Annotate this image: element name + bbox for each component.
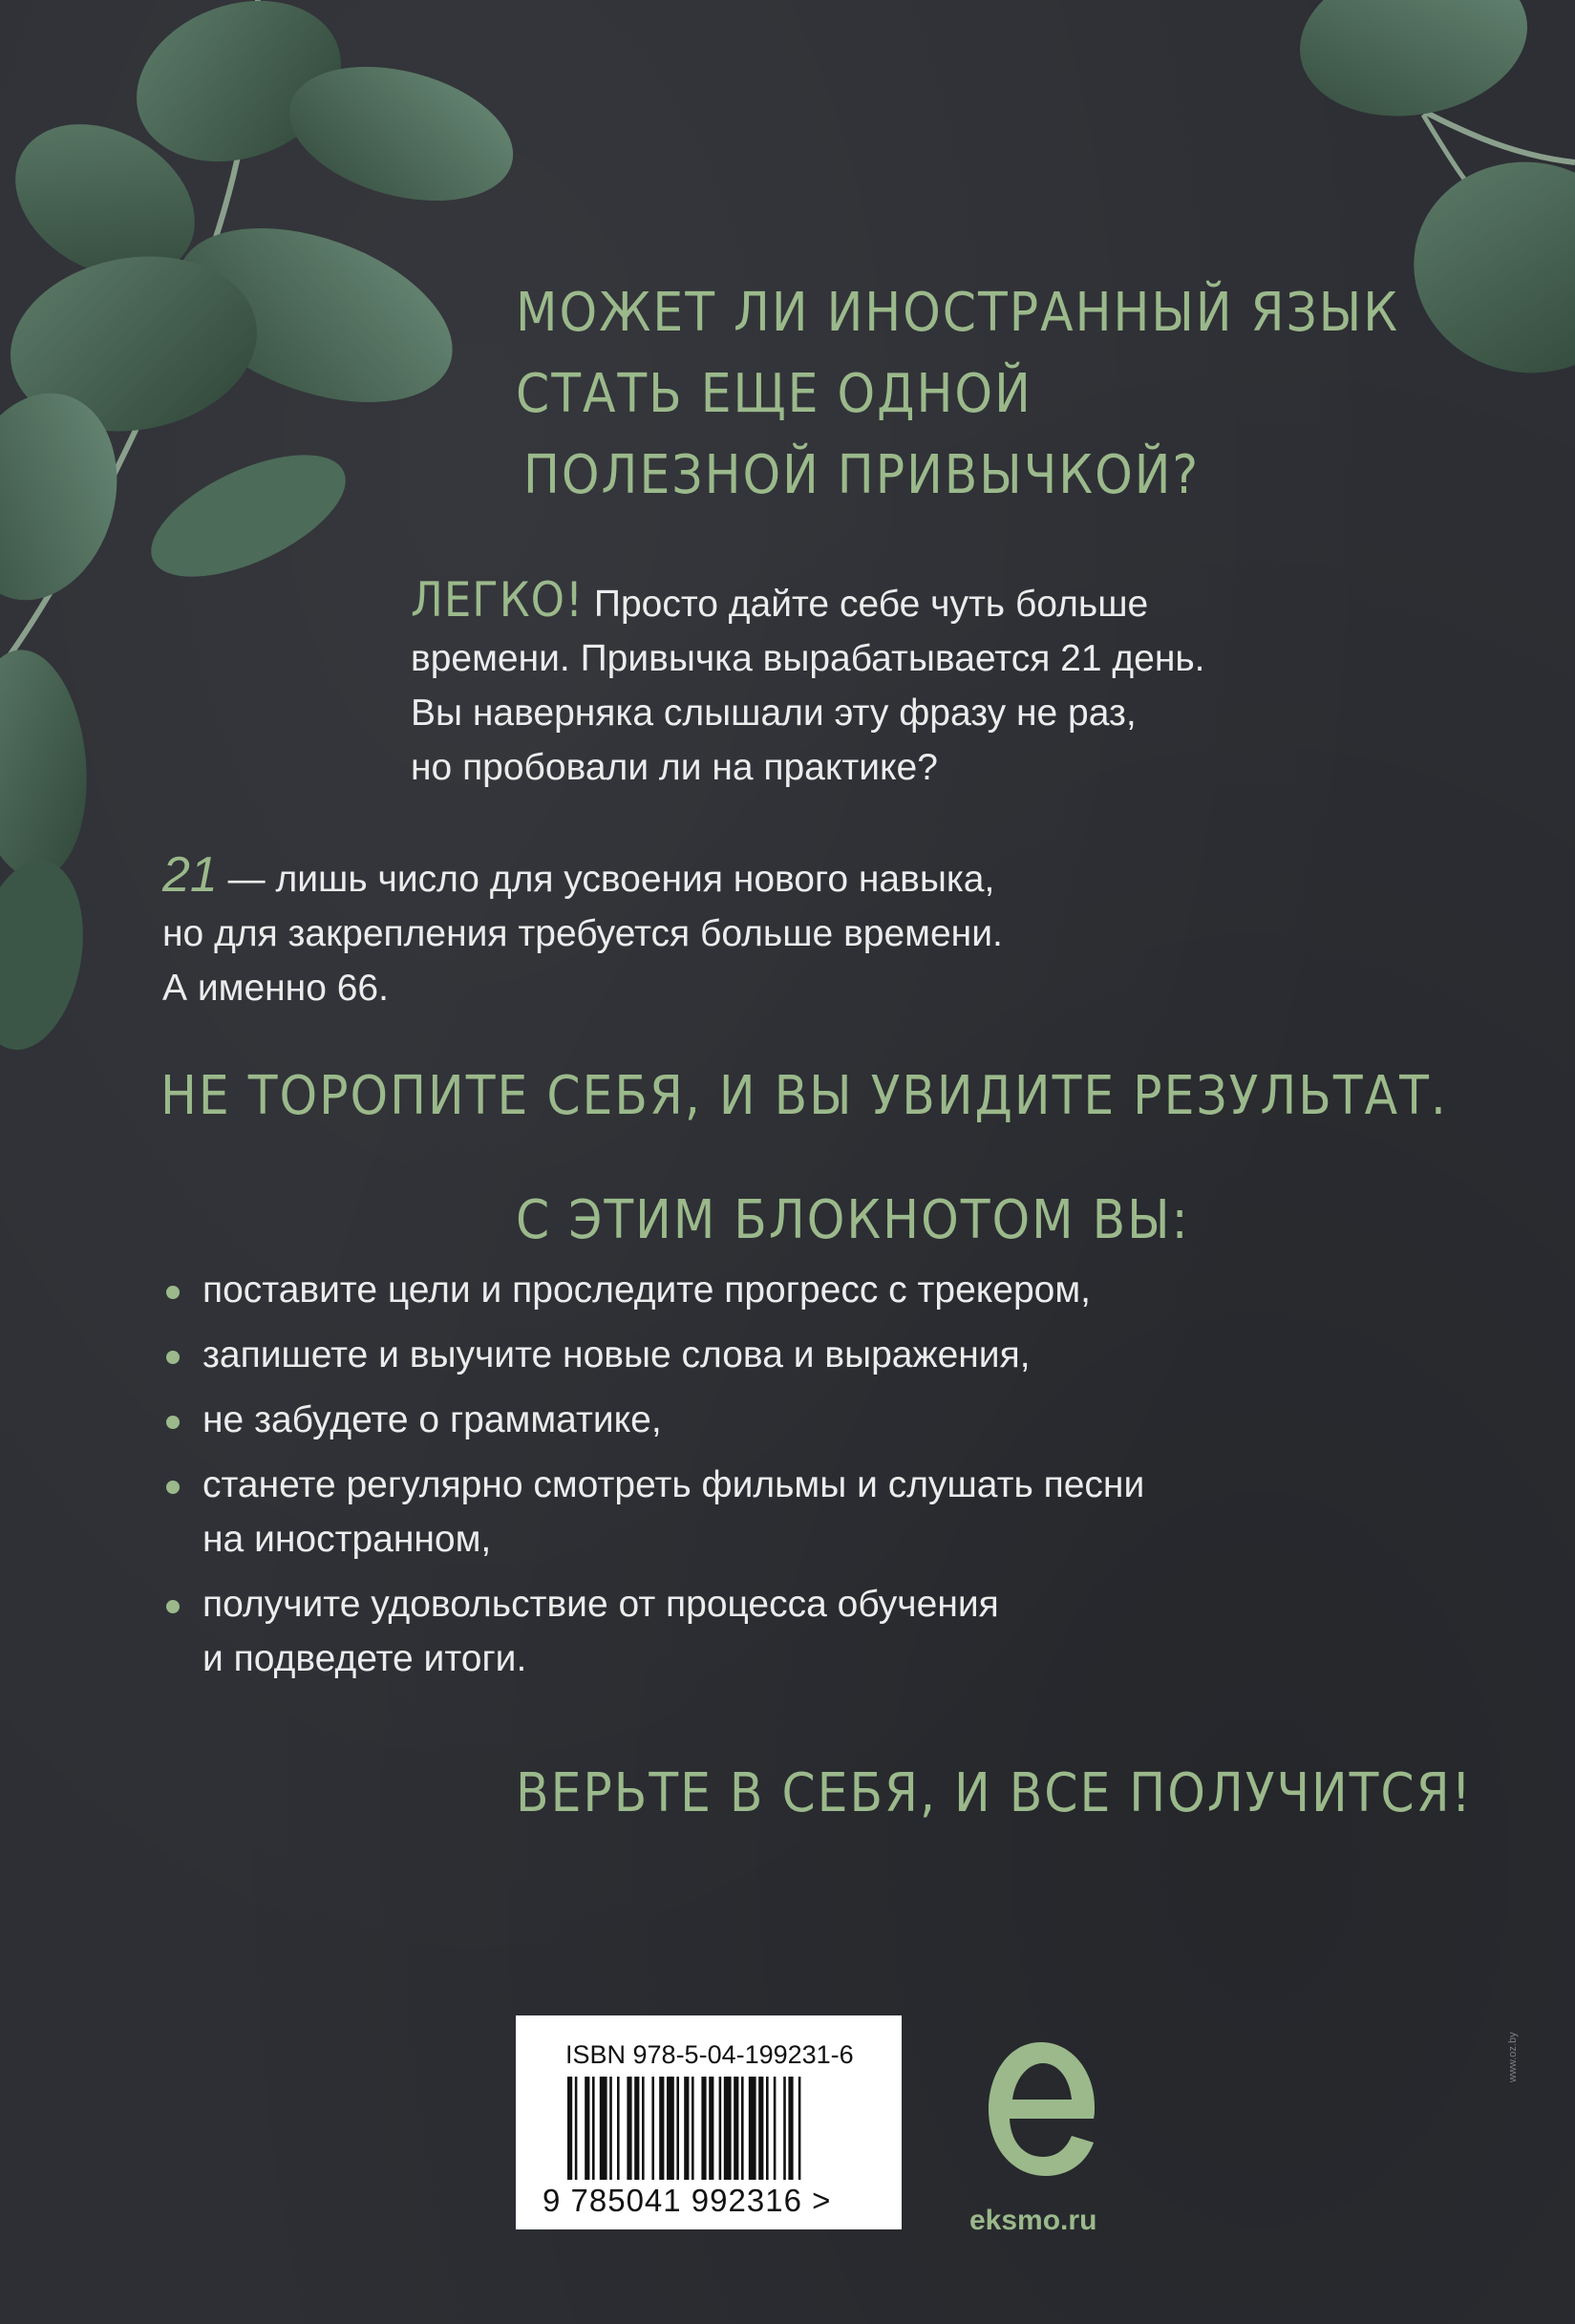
list-item: станете регулярно смотреть фильмы и слушать песни на иностранном, (164, 1458, 1406, 1567)
list-item: поставите цели и проследите прогресс с трекером, (164, 1263, 1406, 1317)
list-item: запишете и выучите новые слова и выражения, (164, 1328, 1406, 1382)
question-line-2: СТАТЬ ЕЩЕ ОДНОЙ (516, 363, 1032, 425)
eksmo-logo-icon (984, 2033, 1098, 2185)
list-item: не забудете о грамматике, (164, 1393, 1406, 1447)
intro-paragraph (411, 573, 1205, 795)
isbn-barcode (516, 2015, 902, 2229)
benefits-list (164, 1263, 1406, 1696)
bullet-dot-icon (166, 1600, 180, 1613)
numbers-line-2: но для закрепления требуется больше времени. (162, 913, 1003, 954)
barcode-digits: 9 785041 992316 > (543, 2183, 832, 2218)
intro-text-1: Просто дайте себе чуть больше (593, 584, 1149, 625)
question-heading (516, 272, 1399, 516)
habit-numbers-paragraph (162, 848, 1003, 1015)
notebook-title: С ЭТИМ БЛОКНОТОМ ВЫ: (516, 1189, 1190, 1251)
intro-line-2: времени. Привычка вырабатывается 21 день. (411, 638, 1205, 679)
bullet-dot-icon (166, 1351, 180, 1364)
list-item: получите удовольствие от процесса обучения и подведете итоги. (164, 1577, 1406, 1686)
closing-heading: ВЕРЬТЕ В СЕБЯ, И ВСЕ ПОЛУЧИТСЯ! (516, 1762, 1473, 1824)
numbers-line-3: А именно 66. (162, 968, 389, 1009)
number-21-accent: 21 (162, 847, 218, 903)
intro-accent: ЛЕГКО! (411, 572, 585, 628)
patience-heading: НЕ ТОРОПИТЕ СЕБЯ, И ВЫ УВИДИТЕ РЕЗУЛЬТАТ. (160, 1065, 1448, 1127)
intro-line-1 (411, 573, 1205, 631)
intro-line-3: Вы наверняка слышали эту фразу не раз, (411, 693, 1137, 734)
numbers-line-1 (162, 848, 1003, 906)
publisher-site: eksmo.ru (969, 2205, 1097, 2236)
watermark-text: www.oz.by (1507, 2032, 1519, 2082)
intro-line-4: но пробовали ли на практике? (411, 747, 938, 788)
barcode-bars (567, 2077, 854, 2180)
bullet-dot-icon (166, 1286, 180, 1299)
numbers-text-1: — лишь число для усвоения нового навыка, (217, 859, 995, 900)
bullet-dot-icon (166, 1481, 180, 1494)
bullet-dot-icon (166, 1416, 180, 1429)
isbn-text: ISBN 978-5-04-199231-6 (565, 2040, 854, 2069)
question-line-3: ПОЛЕЗНОЙ ПРИВЫЧКОЙ? (523, 444, 1201, 506)
question-line-1: МОЖЕТ ЛИ ИНОСТРАННЫЙ ЯЗЫК (516, 282, 1400, 344)
